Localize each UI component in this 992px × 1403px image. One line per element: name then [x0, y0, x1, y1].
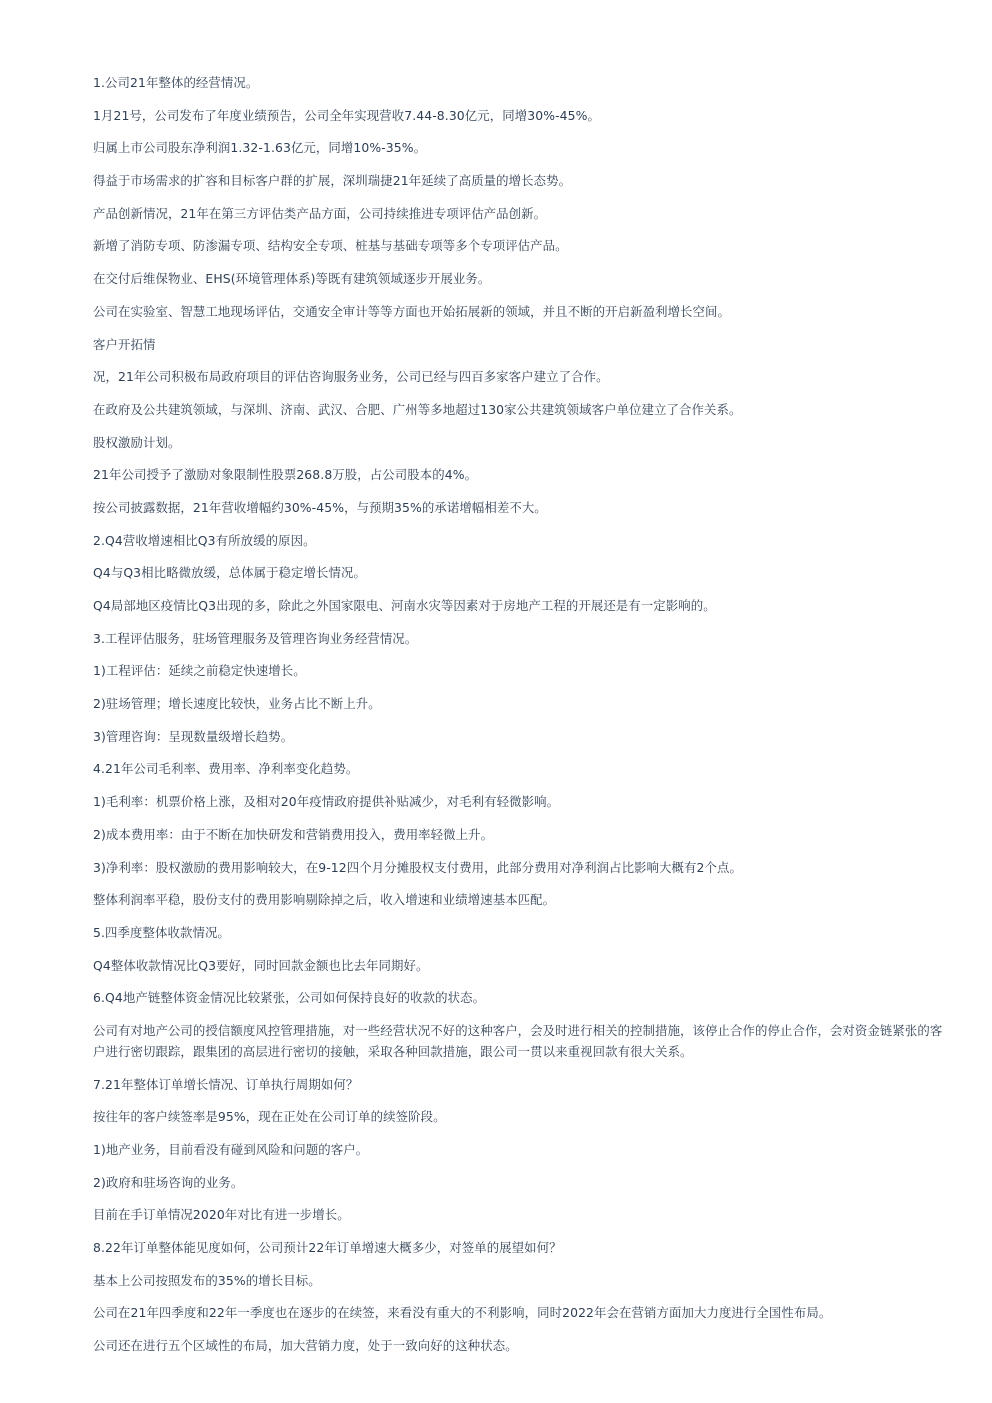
paragraph-10: 况，21年公司积极布局政府项目的评估咨询服务业务，公司已经与四百多家客户建立了合作。 [93, 369, 609, 385]
paragraph-2: 1月21号，公司发布了年度业绩预告，公司全年实现营收7.44-8.30亿元，同增30%-45%。 [93, 107, 600, 123]
paragraph-11: 在政府及公共建筑领域，与深圳、济南、武汉、合肥、广州等多地超过130家公共建筑领域客户单位建立了合作关系。 [93, 401, 742, 417]
paragraph-20: 2)驻场管理；增长速度比较快，业务占比不断上升。 [93, 696, 381, 712]
paragraph-24: 2)成本费用率：由于不断在加快研发和营销费用投入，费用率轻微上升。 [93, 826, 494, 842]
paragraph-29: 6.Q4地产链整体资金情况比较紧张，公司如何保持良好的收款的状态。 [93, 990, 486, 1006]
paragraph-18: 3.工程评估服务，驻场管理服务及管理咨询业务经营情况。 [93, 630, 418, 646]
paragraph-34: 2)政府和驻场咨询的业务。 [93, 1174, 244, 1190]
paragraph-33: 1)地产业务，目前看没有碰到风险和问题的客户。 [93, 1142, 369, 1157]
paragraph-22: 4.21年公司毛利率、费用率、净利率变化趋势。 [93, 761, 359, 777]
paragraph-28: Q4整体收款情况比Q3要好，同时回款金额也比去年同期好。 [93, 957, 429, 973]
paragraph-9: 客户开拓情 [93, 336, 156, 352]
paragraph-37: 基本上公司按照发布的35%的增长目标。 [93, 1272, 321, 1288]
paragraph-35: 目前在手订单情况2020年对比有进一步增长。 [93, 1207, 350, 1223]
paragraph-15: 2.Q4营收增速相比Q3有所放缓的原因。 [93, 532, 316, 548]
paragraph-19: 1)工程评估：延续之前稳定快速增长。 [93, 663, 306, 679]
paragraph-5: 产品创新情况，21年在第三方评估类产品方面，公司持续推进专项评估产品创新。 [93, 205, 547, 221]
paragraph-12: 股权激励计划。 [93, 434, 181, 450]
paragraph-23: 1)毛利率：机票价格上涨，及相对20年疫情政府提供补贴减少，对毛利有轻微影响。 [93, 794, 560, 810]
paragraph-39: 公司还在进行五个区域性的布局，加大营销力度，处于一致向好的这种状态。 [93, 1338, 518, 1354]
paragraph-3: 归属上市公司股东净利润1.32-1.63亿元，同增10%-35%。 [93, 140, 427, 156]
paragraph-7: 在交付后维保物业、EHS(环境管理体系)等既有建筑领域逐步开展业务。 [93, 271, 491, 287]
paragraph-21: 3)管理咨询：呈现数量级增长趋势。 [93, 728, 294, 744]
paragraph-8: 公司在实验室、智慧工地现场评估，交通安全审计等等方面也开始拓展新的领域，并且不断的开启新盈利增长空间。 [93, 303, 731, 319]
paragraph-1: 1.公司21年整体的经营情况。 [93, 75, 259, 90]
paragraph-31: 7.21年整体订单增长情况、订单执行周期如何？ [93, 1076, 359, 1092]
paragraph-38: 公司在21年四季度和22年一季度也在逐步的在续签，来看没有重大的不利影响，同时2022年会在营销方面加大力度进行全国性布局。 [93, 1305, 832, 1321]
paragraph-32: 按往年的客户续签率是95%，现在正处在公司订单的续签阶段。 [93, 1109, 446, 1125]
paragraph-27: 5.四季度整体收款情况。 [93, 924, 230, 940]
paragraph-25: 3)净利率：股权激励的费用影响较大，在9-12四个月分摊股权支付费用，此部分费用对净利润占比影响大概有2个点。 [93, 859, 742, 875]
paragraph-17: Q4局部地区疫情比Q3出现的多，除此之外国家限电、河南水灾等因素对于房地产工程的开展还是有一定影响的。 [93, 598, 716, 613]
paragraph-6: 新增了消防专项、防渗漏专项、结构安全专项、桩基与基础专项等多个专项评估产品。 [93, 238, 568, 254]
paragraph-14: 按公司披露数据，21年营收增幅约30%-45%，与预期35%的承诺增幅相差不大。 [93, 499, 547, 515]
paragraph-16: Q4与Q3相比略微放缓，总体属于稳定增长情况。 [93, 565, 366, 581]
paragraph-36: 8.22年订单整体能见度如何，公司预计22年订单增速大概多少，对签单的展望如何？ [93, 1240, 562, 1256]
paragraph-30: 公司有对地产公司的授信额度风控管理措施，对一些经营状况不好的这种客户，会及时进行相关的控制措施，该停止合作的停止合作，会对资金链紧张的客户进行密切跟踪，跟集团的高层进行密切的接触，采取各种回款措施，跟公司一贯以来重视回款有很大关系。 [93, 1022, 943, 1059]
paragraph-13: 21年公司授予了激励对象限制性股票268.8万股，占公司股本的4%。 [93, 467, 478, 483]
paragraph-4: 得益于市场需求的扩容和目标客户群的扩展，深圳瑞捷21年延续了高质量的增长态势。 [93, 173, 572, 189]
document-page [93, 72, 949, 1368]
paragraph-26: 整体利润率平稳，股份支付的费用影响剔除掉之后，收入增速和业绩增速基本匹配。 [93, 892, 556, 908]
